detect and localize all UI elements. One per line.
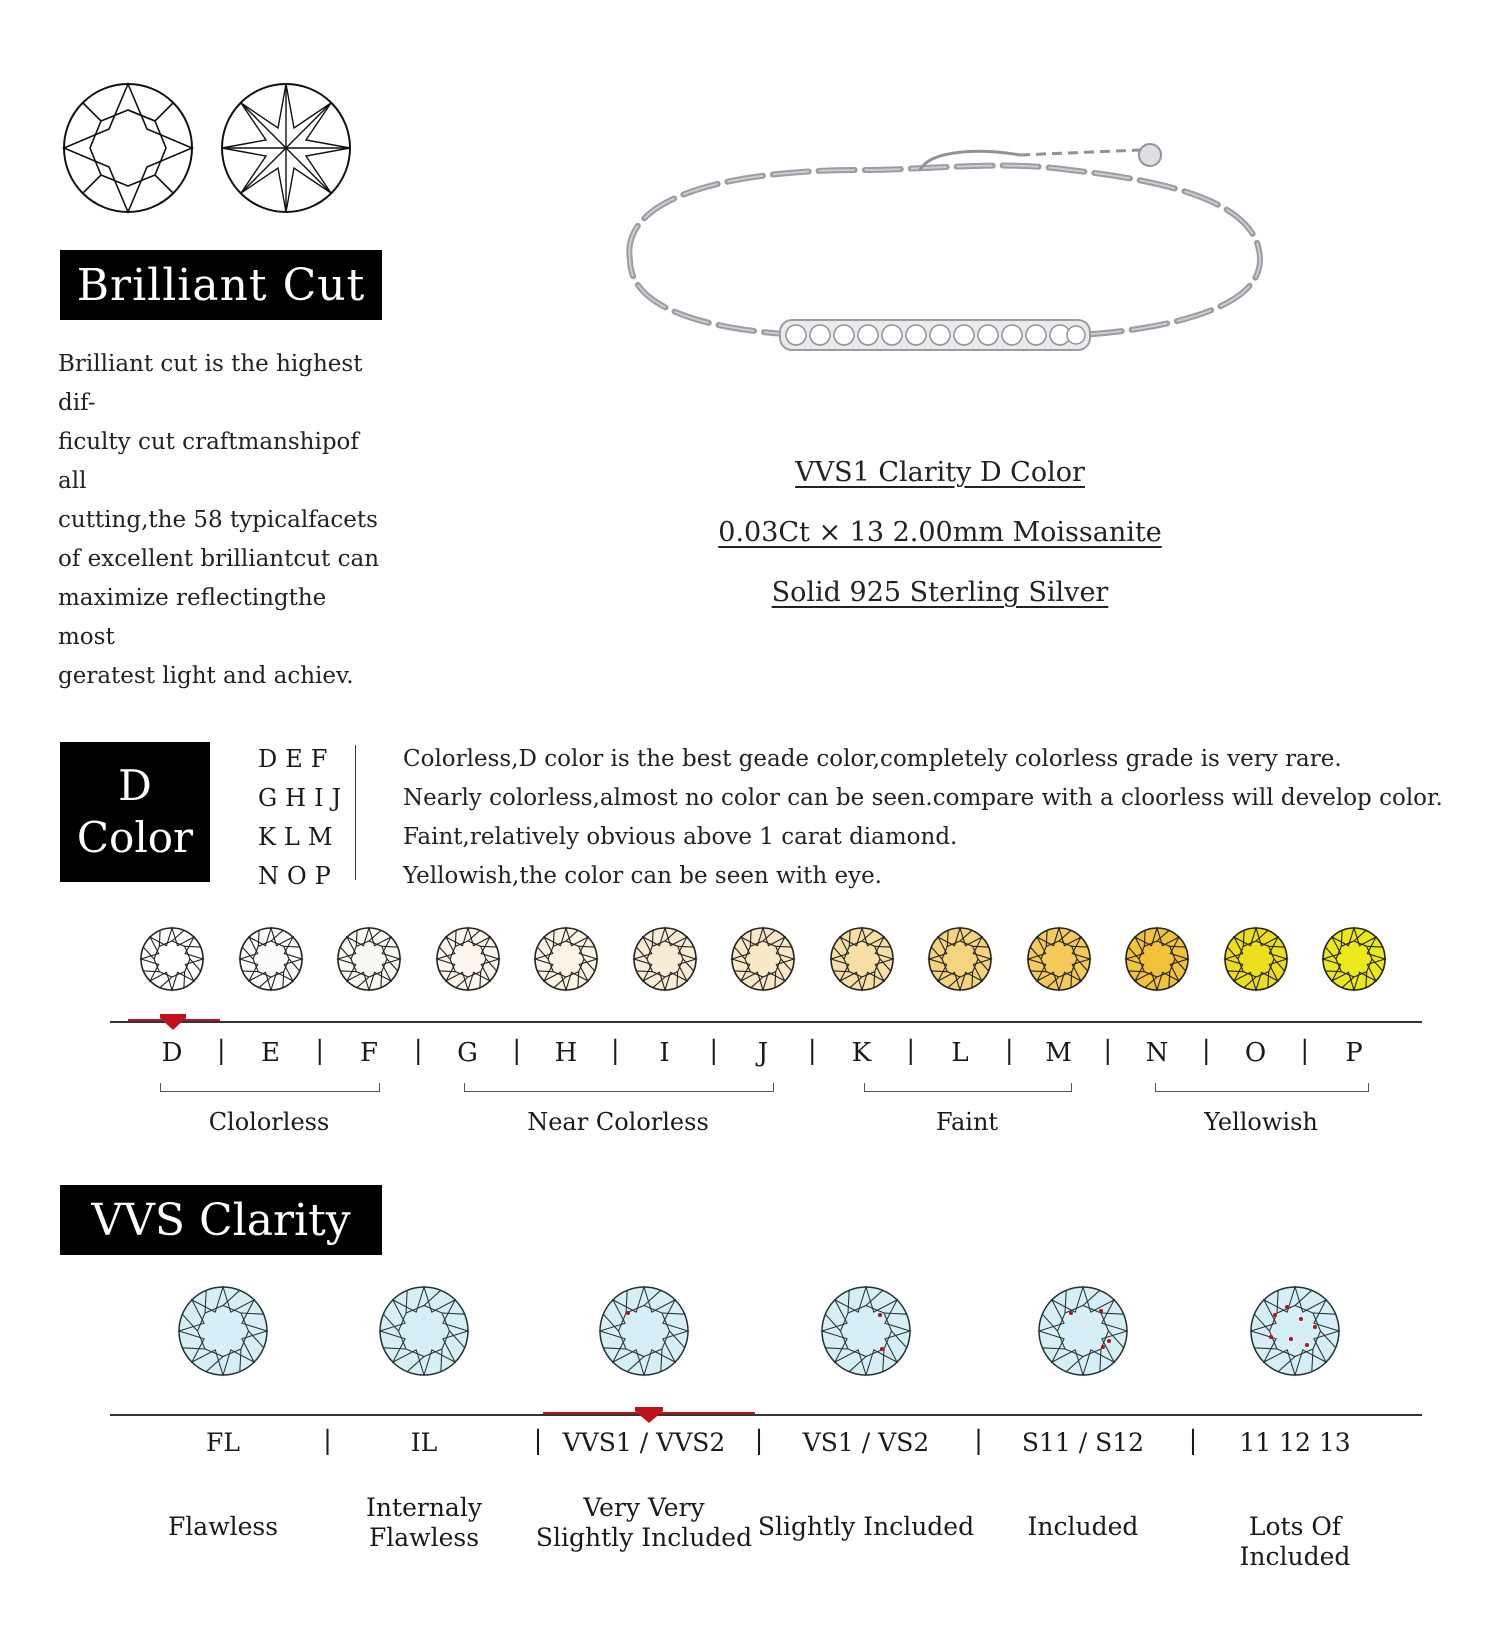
scale-separator: | [709, 1036, 719, 1066]
clarity-name: Lots Of Included [1239, 1512, 1351, 1571]
group-near-colorless: Near Colorless [527, 1108, 709, 1136]
faint-bracket [864, 1083, 1072, 1092]
yellowish-bracket [1155, 1083, 1369, 1092]
scale-separator: | [512, 1036, 522, 1066]
color-grade-letter: E [261, 1038, 280, 1068]
clarity-code: IL [410, 1428, 438, 1457]
scale-separator: | [974, 1426, 983, 1456]
scale-separator: | [906, 1036, 916, 1066]
color-grade-letter: I [659, 1038, 670, 1068]
scale-separator: | [323, 1426, 332, 1456]
color-grade-gem-icon [828, 925, 896, 993]
description-line: cutting,the 58 typicalfacets [58, 507, 378, 533]
scale-separator: | [216, 1036, 226, 1066]
clarity-code: S11 / S12 [1021, 1428, 1145, 1457]
clarity-code: FL [206, 1428, 240, 1457]
d-color-title-line1: D [118, 761, 152, 810]
clarity-grade-gem-icon [597, 1284, 691, 1378]
clarity-name: Included [1027, 1512, 1139, 1541]
color-grade-gem-icon [926, 925, 994, 993]
color-grade-letter: N [1145, 1038, 1169, 1068]
clarity-grade-gem-icon [377, 1284, 471, 1378]
description-line: geratest light and achiev. [58, 663, 354, 689]
grade-description: Colorless,D color is the best geade color,completely colorless grade is very rare. [403, 746, 1342, 772]
clarity-grade-gem-icon [1036, 1284, 1130, 1378]
group-colorless: Clolorless [208, 1108, 330, 1136]
clarity-selected-marker-icon [633, 1405, 665, 1425]
color-grade-letter: P [1345, 1038, 1363, 1068]
clarity-name: Internaly Flawless [366, 1493, 482, 1552]
scale-separator: | [610, 1036, 620, 1066]
group-faint: Faint [935, 1108, 999, 1136]
color-grade-gem-icon [1123, 925, 1191, 993]
color-grade-gem-icon [335, 925, 403, 993]
grade-group: DEF [258, 745, 336, 773]
color-grade-letter: F [359, 1038, 379, 1068]
clarity-code: 11 12 13 [1239, 1428, 1351, 1457]
clarity-grade-gem-icon [819, 1284, 913, 1378]
spec-moissanite: 0.03Ct × 13 2.00mm Moissanite [718, 517, 1162, 548]
color-grade-letter: D [161, 1038, 183, 1068]
clarity-name: Slightly Included [757, 1512, 975, 1541]
colorless-bracket [160, 1083, 380, 1092]
scale-separator: | [533, 1426, 543, 1456]
scale-separator: | [413, 1036, 423, 1066]
clarity-scale-axis [110, 1414, 1422, 1416]
scale-separator: | [1004, 1036, 1014, 1066]
near-colorless-bracket [464, 1083, 774, 1092]
grade-description: Nearly colorless,almost no color can be seen.compare with a cloorless will develop color. [403, 785, 1443, 811]
color-grade-letter: L [951, 1038, 969, 1068]
color-grade-gem-icon [631, 925, 699, 993]
grade-group: KLM [258, 823, 341, 851]
color-grade-letter: H [554, 1038, 578, 1068]
color-grade-gem-icon [237, 925, 305, 993]
clarity-grade-gem-icon [1248, 1284, 1342, 1378]
color-grade-gem-icon [1222, 925, 1290, 993]
grade-group: GHIJ [258, 784, 350, 812]
brilliant-cut-title: Brilliant Cut [60, 250, 382, 320]
color-grade-groups [258, 740, 349, 896]
color-grade-gem-icon [532, 925, 600, 993]
description-line: Brilliant cut is the highest dif- [58, 351, 363, 416]
diamond-bottom-view-icon [220, 82, 352, 214]
scale-separator: | [1300, 1036, 1310, 1066]
clarity-grade-gem-icon [176, 1284, 270, 1378]
scale-separator: | [1103, 1036, 1113, 1066]
color-scale-axis [110, 1021, 1422, 1023]
scale-separator: | [1188, 1426, 1198, 1456]
color-grade-letter: K [851, 1038, 872, 1068]
clarity-code: VS1 / VS2 [802, 1428, 930, 1457]
clarity-name: Very Very Slightly Included [535, 1493, 753, 1552]
spec-silver: Solid 925 Sterling Silver [771, 577, 1109, 608]
color-grade-gem-icon [138, 925, 206, 993]
d-color-title-line2: Color [76, 813, 194, 862]
color-grade-gem-icon [1320, 925, 1388, 993]
clarity-name: Flawless [167, 1512, 279, 1541]
color-selected-marker-icon [158, 1012, 188, 1032]
spec-clarity-color: VVS1 Clarity D Color [795, 457, 1085, 488]
clarity-code: VVS1 / VVS2 [562, 1428, 726, 1457]
brilliant-cut-description [58, 345, 388, 696]
vvs-clarity-title: VVS Clarity [60, 1185, 382, 1255]
scale-separator: | [315, 1036, 325, 1066]
description-line: of excellent brilliantcut can [58, 546, 380, 572]
color-grade-gem-icon [434, 925, 502, 993]
color-grade-descriptions [403, 740, 1443, 896]
color-grade-letter: G [457, 1038, 478, 1068]
bracelet-image [600, 130, 1280, 390]
grade-description: Yellowish,the color can be seen with eye. [403, 863, 882, 889]
description-line: ficulty cut craftmanshipof all [58, 429, 359, 494]
color-grade-letter: J [757, 1038, 769, 1068]
color-grade-gem-icon [1025, 925, 1093, 993]
scale-separator: | [1201, 1036, 1211, 1066]
grade-divider [355, 745, 356, 880]
color-grade-letter: O [1244, 1038, 1267, 1068]
scale-separator: | [754, 1426, 764, 1456]
d-color-title [60, 742, 210, 882]
grade-group: NOP [258, 862, 339, 890]
color-grade-gem-icon [729, 925, 797, 993]
description-line: maximize reflectingthe most [58, 585, 327, 650]
color-grade-letter: M [1045, 1038, 1072, 1068]
group-yellowish: Yellowish [1204, 1108, 1318, 1136]
scale-separator: | [807, 1036, 817, 1066]
grade-description: Faint,relatively obvious above 1 carat diamond. [403, 824, 958, 850]
diamond-top-view-icon [62, 82, 194, 214]
